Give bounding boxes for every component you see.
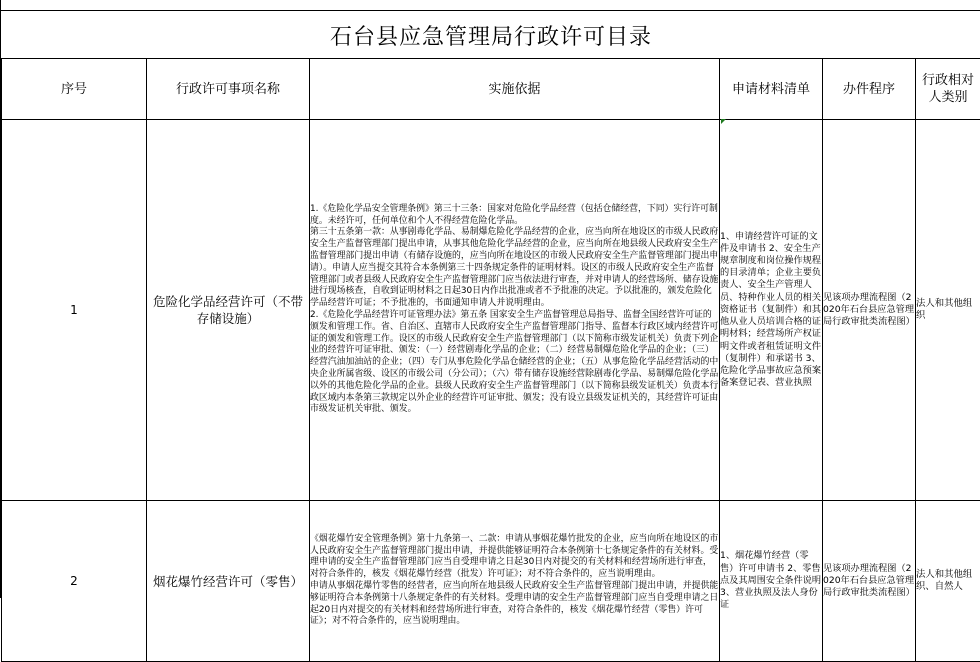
table-row xyxy=(2,120,980,501)
row-target-cell[interactable]: 法人和其他组织、自然人 xyxy=(916,501,980,662)
row-materials-cell[interactable]: 1、申请经营许可证的文件及申请书 2、安全生产规章制度和岗位操作规程的目录清单；企业主要负责人、安全生产管理人员、特种作业人员的相关资格证书（复制件）和其他从业人员培训合格的证明材料；经营场所产权证明文件或者租赁证明文件（复制件）和承诺书 3、危险化学品事故应急预案备案登记表、营业执照 xyxy=(720,120,823,501)
row-procedure-cell[interactable]: 见该项办理流程图（2020年石台县应急管理局行政审批类流程图） xyxy=(823,120,916,501)
header-row xyxy=(2,59,980,120)
row-item-name-cell[interactable]: 危险化学品经营许可（不带存储设施） xyxy=(147,120,310,501)
basis-paragraph: 第三十五条第一款：从事剧毒化学品、易制爆危险化学品经营的企业，应当向所在地设区的市级人民政府安全生产监督管理部门提出申请，从事其他危险化学品经营的企业，应当向所在地县级人民政府安全生产监督管理部门提出申请（有储存设施的，应当向所在地设区的市级人民政府安全生产监督管理部门提出申请）。申请人应当提交其符合本条例第三十四条规定条件的证明材料。设区的市级人民政府安全生产监督管理部门或者县级人民政府安全生产监督管理部门应当依法进行审查，并对申请人的经营场所、储存设施进行现场核查，自收到证明材料之日起30日内作出批准或者不予批准的决定。予以批准的，颁发危险化学品经营许可证；不予批准的，书面通知申请人并说明理由。 xyxy=(310,227,719,310)
row-index-cell[interactable]: 2 xyxy=(2,501,147,662)
sheet-top-strip xyxy=(1,0,980,10)
row-item-name-cell[interactable]: 烟花爆竹经营许可（零售） xyxy=(147,501,310,662)
table-row xyxy=(2,501,980,662)
permit-table xyxy=(1,58,980,662)
row-index-cell[interactable]: 1 xyxy=(2,120,147,501)
cell-comment-marker xyxy=(721,119,726,124)
row-procedure-cell[interactable]: 见该项办理流程图（2020年石台县应急管理局行政审批类流程图） xyxy=(823,501,916,662)
basis-paragraph: 《烟花爆竹安全管理条例》第十九条第一、二款：申请从事烟花爆竹批发的企业，应当向所在地设区的市人民政府安全生产监督管理部门提出申请，并提供能够证明符合本条例第十七条规定条件的有关材料。受理申请的安全生产监督管理部门应当自受理申请之日起30日内对提交的有关材料和经营场所进行审查，对符合条件的，核发《烟花爆竹经营（批发）许可证》；对不符合条件的，应当说明理由。 xyxy=(310,534,719,581)
row-basis-cell[interactable] xyxy=(310,501,720,662)
row-materials-cell[interactable]: 1、烟花爆竹经营（零售）许可申请书 2、零售点及其周围安全条件说明 3、营业执照及法人身份证 xyxy=(720,501,823,662)
header-target[interactable]: 行政相对人类别 xyxy=(916,59,980,120)
row-target-cell[interactable]: 法人和其他组织 xyxy=(916,120,980,501)
header-item-name[interactable]: 行政许可事项名称 xyxy=(147,59,310,120)
basis-paragraph: 2.《危险化学品经营许可证管理办法》第五条 国家安全生产监督管理总局指导、监督全国经营许可证的颁发和管理工作。省、自治区、直辖市人民政府安全生产监督管理部门指导、监督本行政区域内经营许可证的颁发和管理工作。设区的市级人民政府安全生产监督管理部门（以下简称市级发证机关）负责下列企业的经营许可证审批、颁发：（一）经营剧毒化学品的企业；（二）经营易制爆危险化学品的企业；（三）经营汽油加油站的企业；（四）专门从事危险化学品仓储经营的企业；（五）从事危险化学品经营活动的中央企业所属省级、设区的市级公司（分公司）；（六）带有储存设施经营除剧毒化学品、易制爆危险化学品以外的其他危险化学品的企业。县级人民政府安全生产监督管理部门（以下简称县级发证机关）负责本行政区域内本条第三款规定以外企业的经营许可证审批、颁发；没有设立县级发证机关的，其经营许可证由市级发证机关审批、颁发。 xyxy=(310,310,719,416)
page-title: 石台县应急管理局行政许可目录 xyxy=(1,10,980,59)
header-materials[interactable]: 申请材料清单 xyxy=(720,59,823,120)
header-procedure[interactable]: 办件程序 xyxy=(823,59,916,120)
header-basis[interactable]: 实施依据 xyxy=(310,59,720,120)
header-index[interactable]: 序号 xyxy=(2,59,147,120)
row-basis-cell[interactable] xyxy=(310,120,720,501)
basis-paragraph: 申请从事烟花爆竹零售的经营者，应当向所在地县级人民政府安全生产监督管理部门提出申请，并提供能够证明符合本条例第十八条规定条件的有关材料。受理申请的安全生产监督管理部门应当自受理申请之日起20日内对提交的有关材料和经营场所进行审查，对符合条件的，核发《烟花爆竹经营（零售）许可证》；对不符合条件的，应当说明理由。 xyxy=(310,581,719,628)
basis-paragraph: 1.《危险化学品安全管理条例》第三十三条：国家对危险化学品经营（包括仓储经营，下同）实行许可制度。未经许可，任何单位和个人不得经营危险化学品。 xyxy=(310,204,719,228)
